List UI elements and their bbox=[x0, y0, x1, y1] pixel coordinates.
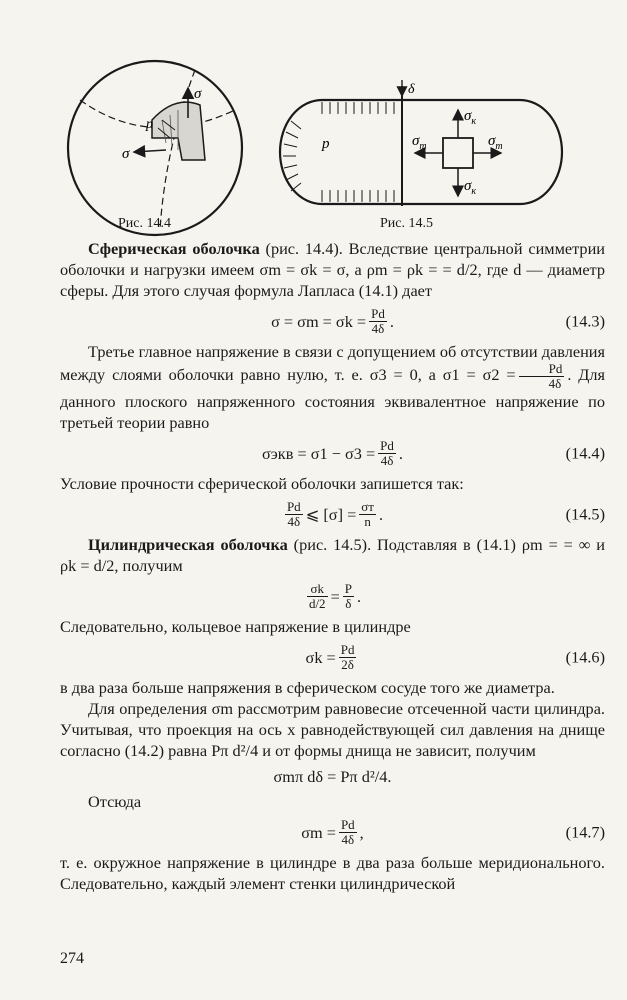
paragraph-cylindrical: Цилиндрическая оболочка (рис. 14.5). Подставляя в (14.1) ρm = = ∞ и ρk = d/2, получим bbox=[60, 535, 605, 575]
paragraph-twice: в два раза больше напряжения в сферическом сосуде того же диаметра. bbox=[60, 678, 555, 697]
equation-14-3: σ = σm = σk = $\frac{Pd}{4\delta}$ . (14.3) bbox=[271, 305, 605, 336]
figure-caption-14-4: Рис. 14.4 bbox=[118, 216, 171, 231]
equation-label: (14.5) bbox=[565, 504, 605, 524]
heading-cylindrical: Цилиндрическая оболочка bbox=[88, 535, 288, 554]
delta-label: δ bbox=[408, 82, 415, 97]
equation-label: (14.3) bbox=[565, 311, 605, 331]
sigma-m-right-label: $\sigma_m$ bbox=[488, 133, 503, 152]
figures-area bbox=[0, 0, 627, 240]
equation-label: (14.7) bbox=[565, 822, 605, 842]
cylinder-figure bbox=[280, 80, 562, 206]
equation-14-5: $\frac{Pd}{4\delta}$ ⩽ [σ] = $\frac{\sigma т}{n}$ . (14.5) bbox=[286, 498, 605, 529]
equation-14-6: σk = $\frac{Pd}{2\delta}$ (14.6) bbox=[305, 641, 605, 672]
equation-label: (14.4) bbox=[565, 443, 605, 463]
equation-unnumbered-b: σmπ dδ = Pπ d²/4. bbox=[273, 766, 392, 786]
paragraph-hence: Отсюда bbox=[88, 792, 142, 811]
equation-unnumbered-a: $\frac{\sigma k}{d/2}$ = $\frac{P}{\delta}$ . bbox=[308, 580, 362, 611]
sphere-p-label: p bbox=[146, 117, 153, 132]
paragraph-third-stress: Третье главное напряжение в связи с допущением об отсутствии давления между слоями оболочки равно нулю, т. е. σ3 = 0, а σ1 = σ2 = $\frac{Pd}{4\delta}$ . Для данного плоского напряженного состояния эквивалентное напряжение по третьей теории равно bbox=[60, 342, 605, 432]
paragraph-spherical: Сферическая оболочка (рис. 14.4). Вследствие центральной симметрии оболочки и нагрузки имеем σm = σk = σ, а ρm = ρk = = d/2, где d — диаметр сферы. Для этого случая формула Лапласа (14.1) дает bbox=[60, 239, 605, 300]
equation-14-4: σэкв = σ1 − σ3 = $\frac{Pd}{4\delta}$ . (14.4) bbox=[262, 437, 605, 468]
equation-14-7: σm = $\frac{Pd}{4\delta}$ , (14.7) bbox=[301, 816, 605, 847]
heading-spherical: Сферическая оболочка bbox=[88, 239, 260, 258]
sigma-m-left-label: $\sigma_m$ bbox=[412, 133, 427, 152]
sigma-k-top-label: $\sigma_к$ bbox=[464, 108, 477, 127]
sigma-k-bottom-label: $\sigma_к$ bbox=[464, 178, 477, 197]
body-text bbox=[60, 238, 605, 894]
sphere-figure bbox=[68, 61, 242, 235]
page-number: 274 bbox=[60, 950, 84, 967]
cylinder-p-label: p bbox=[322, 136, 330, 152]
sphere-sigma-top: σ bbox=[194, 86, 202, 102]
paragraph-conclusion: т. е. окружное напряжение в цилиндре в два раза больше меридионального. Следовательно, каждый элемент стенки цилиндрической bbox=[60, 853, 605, 893]
figure-caption-14-5: Рис. 14.5 bbox=[380, 216, 433, 231]
figures-svg bbox=[0, 0, 627, 240]
paragraph-meridional: Для определения σm рассмотрим равновесие отсеченной части цилиндра. Учитывая, что проекция на ось x равнодействующей сил давления на днище согласно (14.2) равна Pπ d²/4 и от формы днища не зависит, получим bbox=[60, 699, 605, 760]
equation-label: (14.6) bbox=[565, 647, 605, 667]
sphere-sigma-left: σ bbox=[122, 146, 130, 162]
paragraph-strength: Условие прочности сферической оболочки запишется так: bbox=[60, 474, 464, 493]
paragraph-hoop: Следовательно, кольцевое напряжение в цилиндре bbox=[60, 617, 411, 636]
